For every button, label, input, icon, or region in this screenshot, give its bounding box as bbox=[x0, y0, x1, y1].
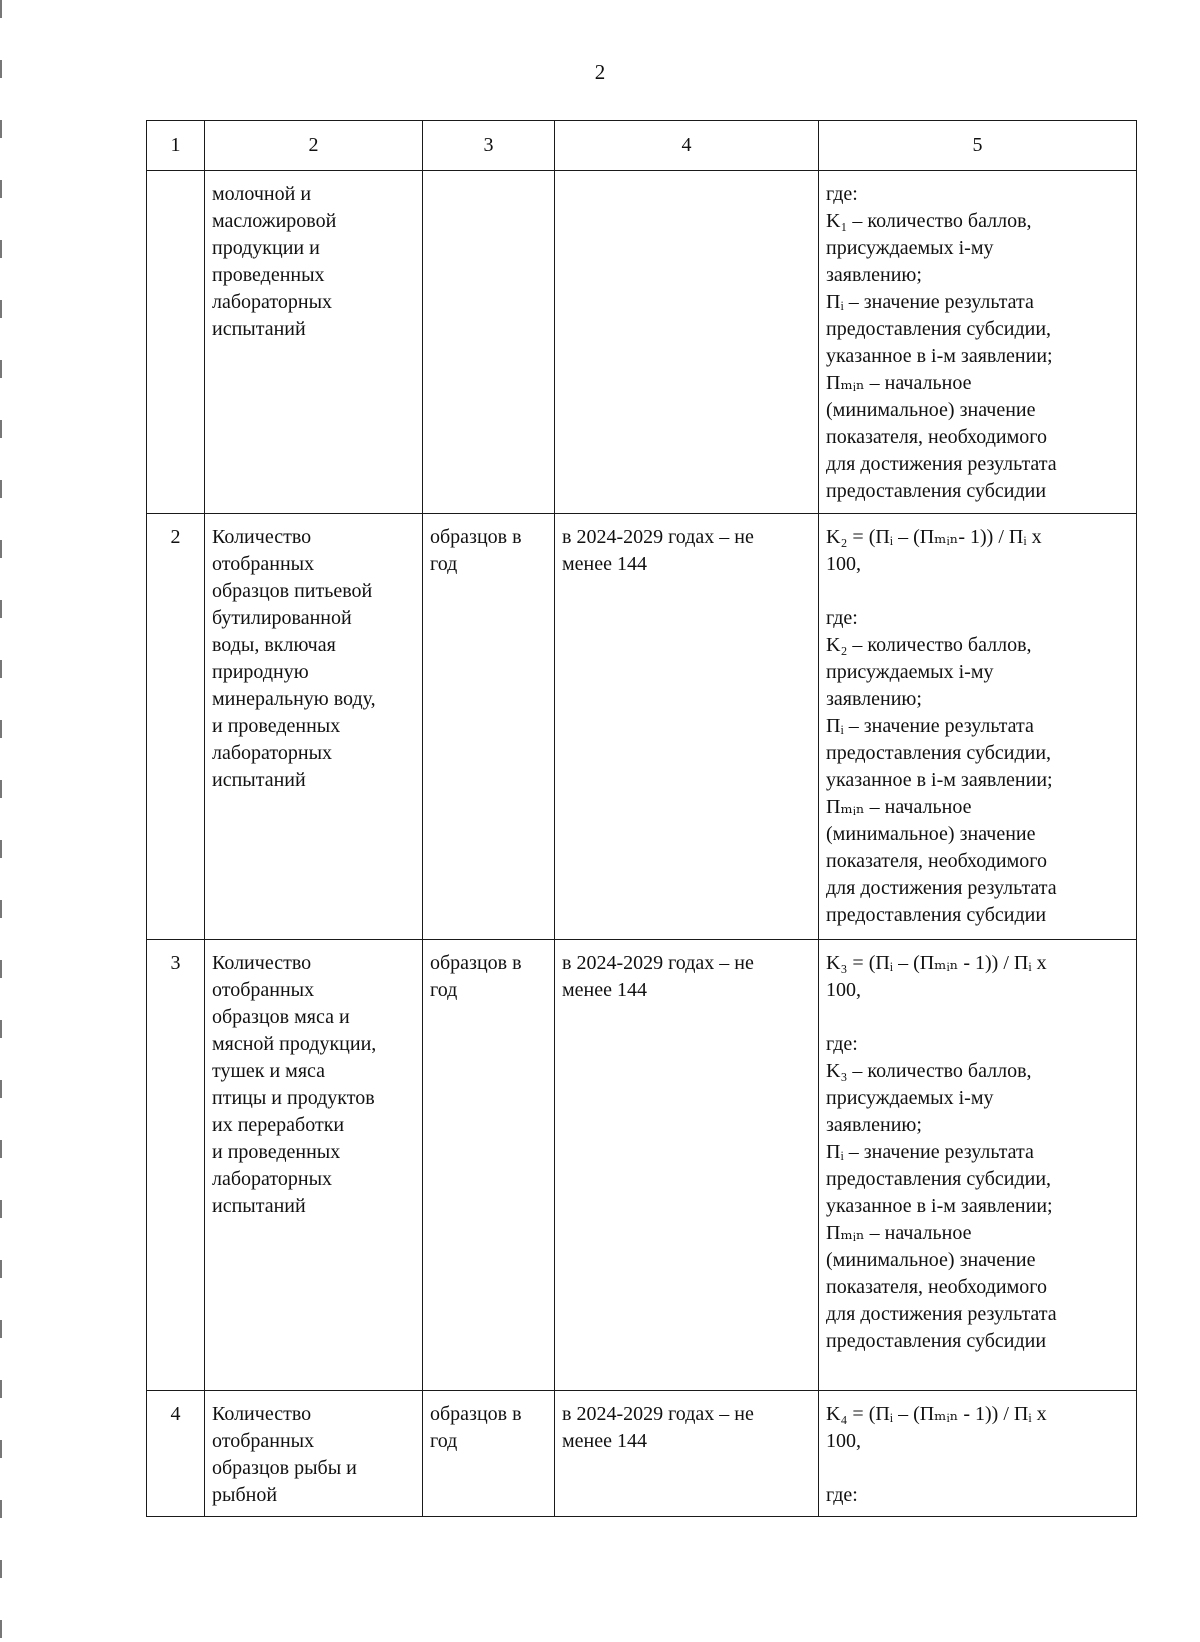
table-row bbox=[147, 514, 1137, 940]
formula-cell: K₂ = (Пᵢ – (Пₘᵢₙ- 1)) / Пᵢ х 100, где: K₂ – количество баллов, присуждаемых i-му заявлению; Пᵢ – значение результата предоставления субсидии, указанное в i-м заявлении; Пₘᵢₙ – начальное (минимальное) значение показателя, необходимого для достижения результата предоставления субсидии bbox=[819, 514, 1137, 940]
unit-cell: образцов в год bbox=[423, 940, 555, 1391]
row-number-cell: 3 bbox=[147, 940, 205, 1391]
header-cell-2: 2 bbox=[205, 121, 423, 171]
indicator-name-cell: Количество отобранных образцов питьевой бутилированной воды, включая природную минеральную воду, и проведенных лабораторных испытаний bbox=[205, 514, 423, 940]
target-value-cell: в 2024-2029 годах – не менее 144 bbox=[555, 940, 819, 1391]
header-cell-5: 5 bbox=[819, 121, 1137, 171]
page-number: 2 bbox=[594, 60, 606, 84]
table-row bbox=[147, 171, 1137, 514]
formula-cell: K₃ = (Пᵢ – (Пₘᵢₙ - 1)) / Пᵢ х 100, где: K₃ – количество баллов, присуждаемых i-му заявлению; Пᵢ – значение результата предоставления субсидии, указанное в i-м заявлении; Пₘᵢₙ – начальное (минимальное) значение показателя, необходимого для достижения результата предоставления субсидии bbox=[819, 940, 1137, 1391]
row-number-cell: 2 bbox=[147, 514, 205, 940]
formula-cell: K₄ = (Пᵢ – (Пₘᵢₙ - 1)) / Пᵢ х 100, где: bbox=[819, 1391, 1137, 1517]
row-number-cell: 4 bbox=[147, 1391, 205, 1517]
header-cell-3: 3 bbox=[423, 121, 555, 171]
indicator-name-cell: молочной и масложировой продукции и проведенных лабораторных испытаний bbox=[205, 171, 423, 514]
criteria-table bbox=[146, 120, 1137, 1517]
row-number-cell bbox=[147, 171, 205, 514]
table-row bbox=[147, 1391, 1137, 1517]
unit-cell: образцов в год bbox=[423, 514, 555, 940]
table-row bbox=[147, 940, 1137, 1391]
target-value-cell: в 2024-2029 годах – не менее 144 bbox=[555, 514, 819, 940]
header-cell-4: 4 bbox=[555, 121, 819, 171]
unit-cell bbox=[423, 171, 555, 514]
formula-cell: где: K₁ – количество баллов, присуждаемых i-му заявлению; Пᵢ – значение результата предоставления субсидии, указанное в i-м заявлении; Пₘᵢₙ – начальное (минимальное) значение показателя, необходимого для достижения результата предоставления субсидии bbox=[819, 171, 1137, 514]
target-value-cell bbox=[555, 171, 819, 514]
unit-cell: образцов в год bbox=[423, 1391, 555, 1517]
scan-edge bbox=[0, 0, 2, 1642]
header-cell-1: 1 bbox=[147, 121, 205, 171]
target-value-cell: в 2024-2029 годах – не менее 144 bbox=[555, 1391, 819, 1517]
indicator-name-cell: Количество отобранных образцов рыбы и рыбной bbox=[205, 1391, 423, 1517]
table-header-row bbox=[147, 121, 1137, 171]
indicator-name-cell: Количество отобранных образцов мяса и мясной продукции, тушек и мяса птицы и продуктов их переработки и проведенных лабораторных испытаний bbox=[205, 940, 423, 1391]
